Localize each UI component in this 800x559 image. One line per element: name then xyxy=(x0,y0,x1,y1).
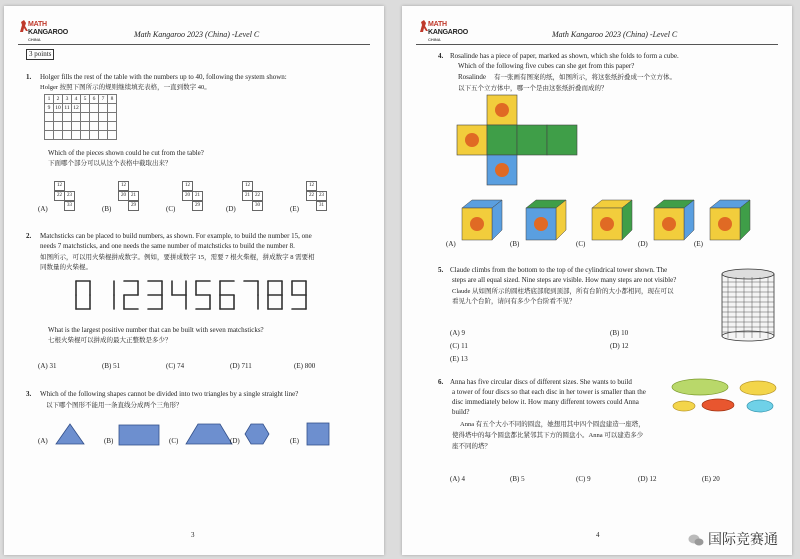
table-cell xyxy=(63,131,72,140)
piece-cell: 12 xyxy=(118,181,129,191)
table-cell xyxy=(63,113,72,122)
q1-option-b[interactable]: (B) xyxy=(102,205,112,213)
hexagon-shape xyxy=(244,422,270,446)
q3-option-e[interactable]: (E) xyxy=(290,437,299,445)
table-cell: 5 xyxy=(81,95,90,104)
q1-question-en: Which of the pieces shown could he cut from the table? xyxy=(48,149,204,157)
q1-option-d[interactable]: (D) xyxy=(226,205,236,213)
page-4 xyxy=(402,6,792,555)
q6-text-en-1: Anna has five circular discs of different sizes. She wants to build xyxy=(450,378,632,386)
table-cell xyxy=(99,131,108,140)
q2-option-d[interactable]: (D) 711 xyxy=(230,362,252,370)
q6-option-a[interactable]: (A) 4 xyxy=(450,475,465,483)
q3-option-c[interactable]: (C) xyxy=(169,437,179,445)
table-cell xyxy=(54,131,63,140)
q4-option-d[interactable]: (D) xyxy=(638,240,648,248)
q5-number: 5. xyxy=(438,266,444,274)
table-cell xyxy=(45,131,54,140)
q5-option-d[interactable]: (D) 12 xyxy=(610,342,629,350)
table-cell xyxy=(81,131,90,140)
piece-cell: 20 xyxy=(118,191,129,201)
q5-text-cn-1: Claude 从如图所示的圆柱塔底部爬到顶部，所有台阶的大小都相同，现在可以 xyxy=(452,288,674,295)
q1-number-table xyxy=(44,94,117,140)
q4-option-b[interactable]: (B) xyxy=(510,240,520,248)
q2-option-a[interactable]: (A) 31 xyxy=(38,362,57,370)
q5-text-cn-2: 看见九个台阶，请问有多少个台阶看不见？ xyxy=(452,298,576,305)
trapezoid-shape xyxy=(184,422,234,446)
q6-text-en-4: build? xyxy=(452,408,470,416)
q6-option-b[interactable]: (B) 5 xyxy=(510,475,525,483)
header-rule xyxy=(18,44,370,45)
q1-text-cn: Holger 按照下图所示的规则继续填充表格，一直到数字 40。 xyxy=(40,84,211,91)
piece-cell: 22 xyxy=(306,191,317,201)
piece-cell: 12 xyxy=(182,181,193,191)
q4-option-e[interactable]: (E) xyxy=(694,240,703,248)
cube-a xyxy=(460,198,504,242)
q1-option-c[interactable]: (C) xyxy=(166,205,176,213)
table-cell: 8 xyxy=(108,95,117,104)
q3-text-en: Which of the following shapes cannot be divided into two triangles by a single straight line? xyxy=(40,390,299,398)
page-number-3: 3 xyxy=(191,531,195,539)
q1-option-e[interactable]: (E) xyxy=(290,205,299,213)
q1-text-en: Holger fills the rest of the table with the numbers up to 40, following the system shown: xyxy=(40,73,287,81)
piece-cell: 21 xyxy=(128,191,139,201)
piece-cell: 12 xyxy=(306,181,317,191)
table-cell xyxy=(81,113,90,122)
q2-text-en-2: needs 7 matchsticks, and one needs the same number of matchsticks to build the number 8. xyxy=(40,242,295,250)
q3-option-b[interactable]: (B) xyxy=(104,437,114,445)
table-cell: 12 xyxy=(73,105,79,111)
table-cell xyxy=(81,122,90,131)
matchstick-digits xyxy=(72,279,322,315)
page-3 xyxy=(4,6,384,555)
table-cell xyxy=(72,122,81,131)
q3-number: 3. xyxy=(26,390,32,398)
piece-cell: 12 xyxy=(54,181,65,191)
table-cell xyxy=(54,122,63,131)
page-header-title: Math Kangaroo 2023 (China) -Level C xyxy=(552,30,678,39)
q5-option-b[interactable]: (B) 10 xyxy=(610,329,629,337)
piece-cell: 21 xyxy=(192,191,203,201)
table-cell xyxy=(108,104,117,113)
table-cell xyxy=(72,113,81,122)
table-cell xyxy=(54,113,63,122)
piece-cell: 12 xyxy=(242,181,253,191)
q5-option-e[interactable]: (E) 13 xyxy=(450,355,468,363)
table-cell xyxy=(108,113,117,122)
piece-cell: 22 xyxy=(54,191,65,201)
q2-option-c[interactable]: (C) 74 xyxy=(166,362,185,370)
triangle-shape xyxy=(54,422,86,446)
q4-text-en-1: Rosalinde has a piece of paper, marked as shown, which she folds to form a cube. xyxy=(450,52,679,60)
table-cell: 6 xyxy=(90,95,99,104)
table-cell: 7 xyxy=(99,95,108,104)
q2-text-cn-1: 如图所示，可以用火柴棍拼成数字。例如，要拼成数字 15，需要 7 根火柴棍，拼成数字 8 需要相 xyxy=(40,254,315,261)
q6-option-e[interactable]: (E) 20 xyxy=(702,475,720,483)
table-cell: 10 xyxy=(55,105,61,111)
piece-cell: 22 xyxy=(252,191,263,201)
piece-cell: 23 xyxy=(64,191,75,201)
q2-number: 2. xyxy=(26,232,32,240)
q4-text-cn-2: 以下五个立方体中，哪一个是由这张纸折叠而成的？ xyxy=(458,85,608,92)
q2-text-en-1: Matchsticks can be placed to build numbers, as shown. For example, to build the number 15, one xyxy=(40,232,312,240)
cube-d xyxy=(652,198,696,242)
rectangle-shape xyxy=(118,424,160,446)
square-shape xyxy=(306,422,330,446)
cube-c xyxy=(590,198,634,242)
table-cell xyxy=(108,122,117,131)
q4-text-cn-1: 有一张画有图案的纸，如图所示，将这张纸折叠成一个立方体。 xyxy=(494,74,676,81)
q5-option-a[interactable]: (A) 9 xyxy=(450,329,465,337)
q6-text-cn-1: Anna 有五个大小不同的圆盘，她想用其中四个圆盘建造一座塔， xyxy=(460,421,645,428)
cube-b xyxy=(524,198,568,242)
q1-option-a[interactable]: (A) xyxy=(38,205,48,213)
q5-text-en-1: Claude climbs from the bottom to the top of the cylindrical tower shown. The xyxy=(450,266,668,274)
q4-option-a[interactable]: (A) xyxy=(446,240,456,248)
q2-question-en: What is the largest positive number that can be built with seven matchsticks? xyxy=(48,326,264,334)
q6-text-en-3: disc immediately below it. How many different towers could Anna xyxy=(452,398,639,406)
q1-question-cn: 下面哪个部分可以从这个表格中截取出来？ xyxy=(48,160,172,167)
cube-e xyxy=(708,198,752,242)
q4-text-en-2: Which of the following five cubes can she get from this paper? xyxy=(458,62,635,70)
piece-cell: 23 xyxy=(316,191,327,201)
table-cell xyxy=(72,131,81,140)
header-rule xyxy=(416,44,778,45)
q2-text-cn-2: 同数量的火柴棍。 xyxy=(40,264,92,271)
q4-number: 4. xyxy=(438,52,444,60)
table-cell xyxy=(108,131,117,140)
math-kangaroo-logo: MATH KANGAROO CHINA xyxy=(18,19,78,45)
watermark-text: 国际竞赛通 xyxy=(708,532,778,548)
table-cell: 9 xyxy=(45,104,54,113)
piece-cell: 29 xyxy=(128,201,139,211)
table-cell xyxy=(90,113,99,122)
table-cell xyxy=(45,122,54,131)
table-cell: 2 xyxy=(54,95,63,104)
math-kangaroo-logo: MATH KANGAROO CHINA xyxy=(418,19,478,45)
piece-cell: 21 xyxy=(242,191,253,201)
q6-text-cn-2: 使得塔中的每个圆盘都比紧邻其下方的圆盘小。Anna 可以建造多少 xyxy=(452,432,644,439)
table-cell xyxy=(63,122,72,131)
page-number-4: 4 xyxy=(596,531,600,539)
section-points: 3 points xyxy=(26,49,54,60)
table-cell: 1 xyxy=(45,95,54,104)
table-cell xyxy=(90,122,99,131)
q5-text-en-2: steps are all equal sized. Nine steps are visible. How many steps are not visible? xyxy=(452,276,677,284)
table-cell xyxy=(99,122,108,131)
q2-option-e[interactable]: (E) 800 xyxy=(294,362,316,370)
wechat-icon xyxy=(688,534,704,546)
q6-text-en-2: a tower of four discs so that each disc in her tower is smaller than the xyxy=(452,388,646,396)
page-header-title: Math Kangaroo 2023 (China) -Level C xyxy=(134,30,260,39)
table-cell xyxy=(99,113,108,122)
table-cell xyxy=(99,104,108,113)
q1-number: 1. xyxy=(26,73,32,81)
table-cell xyxy=(45,113,54,122)
q3-option-a[interactable]: (A) xyxy=(38,437,48,445)
table-cell xyxy=(81,104,90,113)
piece-cell: 31 xyxy=(316,201,327,211)
q4-option-c[interactable]: (C) xyxy=(576,240,586,248)
table-cell: 4 xyxy=(72,95,81,104)
q3-text-cn: 以下哪个图形不能用一条直线分成两个三角形？ xyxy=(46,402,183,409)
q3-option-d[interactable]: (D) xyxy=(230,437,240,445)
q2-question-cn: 七根火柴棍可以拼成的最大正整数是多少？ xyxy=(48,337,172,344)
table-cell xyxy=(90,131,99,140)
q6-option-c[interactable]: (C) 9 xyxy=(576,475,591,483)
q6-option-d[interactable]: (D) 12 xyxy=(638,475,657,483)
piece-cell: 20 xyxy=(182,191,193,201)
wechat-watermark xyxy=(688,529,778,549)
piece-cell: 29 xyxy=(192,201,203,211)
circular-discs xyxy=(670,376,780,416)
cube-net xyxy=(456,94,580,190)
cylindrical-tower xyxy=(720,268,776,342)
q6-number: 6. xyxy=(438,378,444,386)
table-cell: 11 xyxy=(64,105,70,111)
piece-cell: 30 xyxy=(252,201,263,211)
table-cell: 3 xyxy=(63,95,72,104)
q4-cn-name: Rosalinde xyxy=(458,73,486,81)
q2-option-b[interactable]: (B) 51 xyxy=(102,362,121,370)
table-cell xyxy=(90,104,99,113)
q5-option-c[interactable]: (C) 11 xyxy=(450,342,468,350)
piece-cell: 33 xyxy=(64,201,75,211)
q6-text-cn-3: 座不同的塔？ xyxy=(452,443,491,450)
